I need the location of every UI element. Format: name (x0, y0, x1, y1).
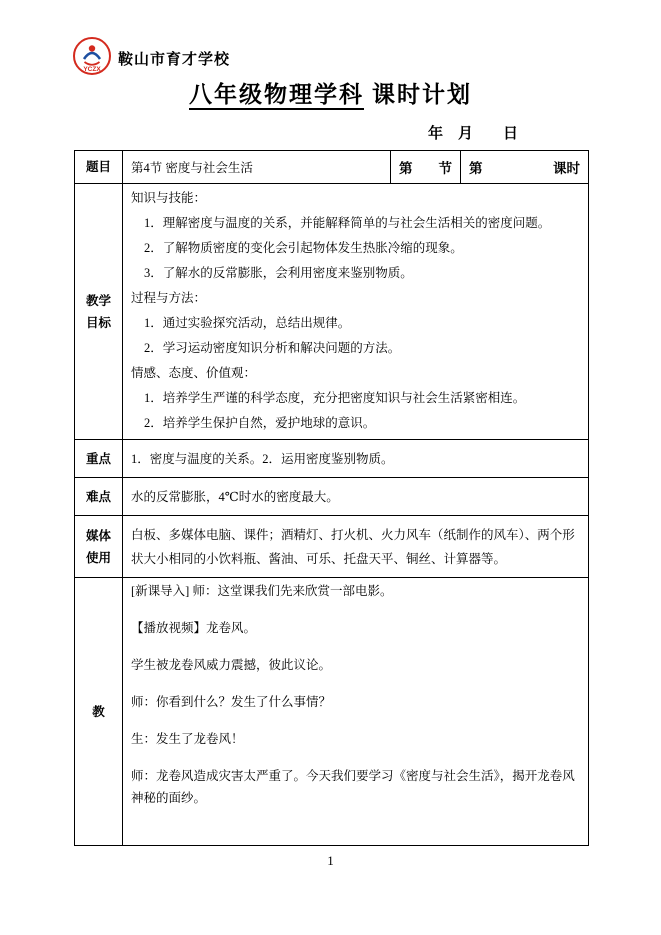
keypoint-label: 重点 (75, 440, 123, 478)
media-label: 媒体 使用 (75, 516, 123, 578)
goal-line: 1．理解密度与温度的关系，并能解释简单的与社会生活相关的密度问题。 (144, 216, 551, 230)
page-number: 1 (327, 853, 334, 868)
goal-line: 2．了解物质密度的变化会引起物体发生热胀冷缩的现象。 (144, 241, 463, 255)
difficulty-value: 水的反常膨胀，4℃时水的密度最大。 (123, 478, 589, 516)
lesson-plan-table (74, 150, 589, 846)
table-row-difficulty (75, 478, 589, 516)
process-paragraph: 【播放视频】龙卷风。 (131, 621, 257, 635)
goal-line: 3．了解水的反常膨胀，会利用密度来鉴别物质。 (144, 266, 413, 280)
logo-text: YCZX (83, 66, 101, 73)
goal-line: 过程与方法： (131, 291, 207, 305)
process-paragraph: 师：龙卷风造成灾害太严重了。今天我们要学习《密度与社会生活》，揭开龙卷风神秘的面纱。 (131, 769, 575, 805)
process-content (123, 578, 589, 846)
period-prefix: 第 (469, 161, 483, 176)
period-cell (461, 151, 589, 184)
difficulty-label: 难点 (75, 478, 123, 516)
goal-line: 1．培养学生严谨的科学态度，充分把密度知识与社会生活紧密相连。 (144, 391, 526, 405)
table-row-process (75, 578, 589, 846)
page-title (0, 76, 661, 109)
page-title-rest: 课时计划 (372, 82, 472, 107)
school-header (72, 36, 230, 81)
table-row-keypoint (75, 440, 589, 478)
section-prefix: 第 (399, 161, 413, 176)
keypoint-value: 1．密度与温度的关系。2．运用密度鉴别物质。 (123, 440, 589, 478)
goal-line: 2．培养学生保护自然，爱护地球的意识。 (144, 416, 376, 430)
process-paragraph: 生：发生了龙卷风！ (131, 732, 244, 746)
process-paragraph: 师：你看到什么？发生了什么事情？ (131, 695, 332, 709)
media-value: 白板、多媒体电脑、课件；酒精灯、打火机、火力风车（纸制作的风车）、两个形状大小相同的小饮料瓶、酱油、可乐、托盘天平、铜丝、计算器等。 (123, 516, 589, 578)
process-label: 教 (75, 578, 123, 846)
section-suffix: 节 (438, 161, 452, 176)
goal-line: 2．学习运动密度知识分析和解决问题的方法。 (144, 341, 401, 355)
table-row-media (75, 516, 589, 578)
topic-value: 第4节 密度与社会生活 (123, 151, 391, 184)
section-cell (391, 151, 461, 184)
page-title-underlined: 八年级物理学科 (189, 82, 364, 110)
goal-line: 1．通过实验探究活动，总结出规律。 (144, 316, 351, 330)
period-suffix: 课时 (553, 161, 580, 176)
school-name: 鞍山市育才学校 (118, 52, 231, 68)
table-row-goals (75, 184, 589, 440)
goals-content (123, 184, 589, 440)
goals-label: 教学 目标 (75, 184, 123, 440)
process-paragraph: [新课导入] 师：这堂课我们先来欣赏一部电影。 (131, 584, 393, 598)
goal-line: 知识与技能： (131, 191, 207, 205)
table-row-topic (75, 151, 589, 184)
topic-label: 题目 (75, 151, 123, 184)
process-paragraph: 学生被龙卷风威力震撼，彼此议论。 (131, 658, 332, 672)
date-line: 年 月 日 (428, 126, 519, 142)
goal-line: 情感、态度、价值观： (131, 366, 257, 380)
school-logo-icon (72, 36, 112, 81)
